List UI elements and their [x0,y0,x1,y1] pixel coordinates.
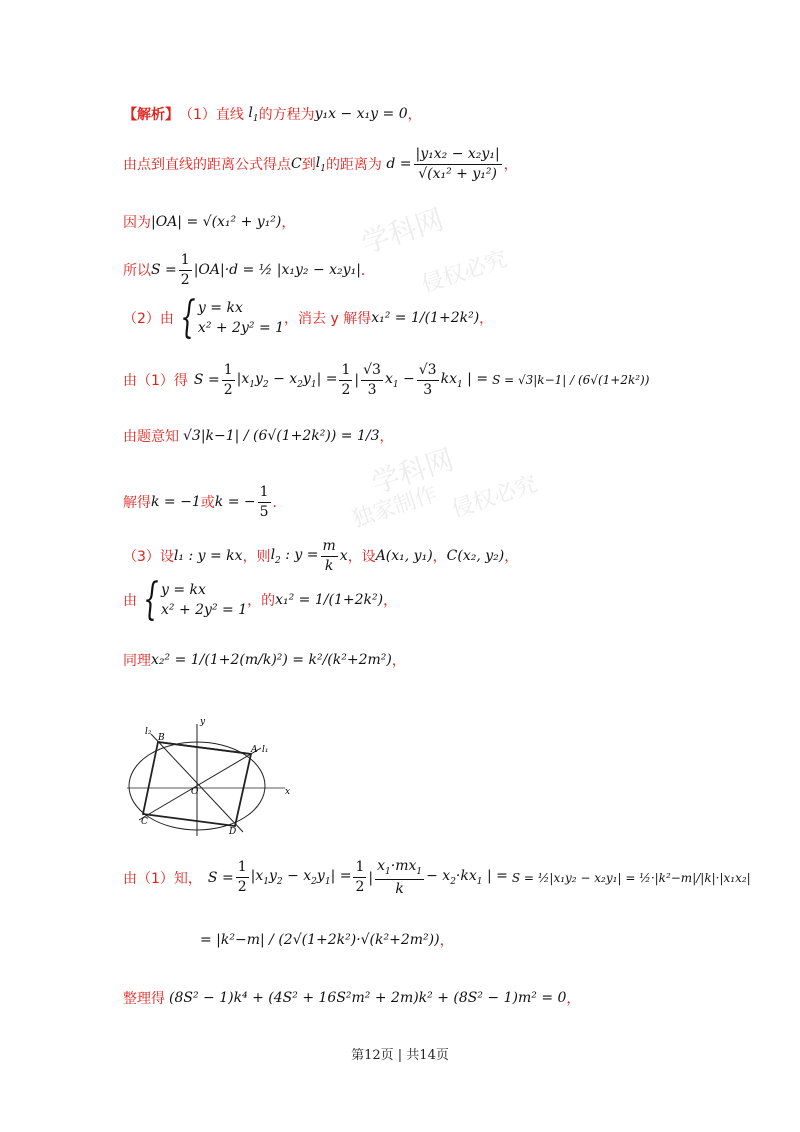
math-equation: y₁x − x₁y = 0 [314,106,408,122]
watermark: 学科网 [357,202,448,261]
text: 所以 [123,263,151,280]
solution-line-7: 由题意知 √3|k−1| / (6√(1+2k²)) = 1/3 ， [123,428,394,445]
math-equation: |OA| = √(x₁² + y₁²) [151,214,282,230]
solution-line-5: （2）由 { y = kx x² + 2y² = 1 ，消去 y 解得 x₁² = 1/(1+2k²) ， [123,292,494,343]
solution-line-1: 【解析】 （1）直线 $l_1$ 的方程为 y₁x − x₁y = 0 ， [123,104,422,124]
distance-fraction: $\frac{\text{|y₁x₂ − x₂y₁|}}{\text{√(x₁² + y₁²)}}$ [415,146,500,182]
text: 由（1）得 [123,373,188,390]
text: ，消去 y 解得 [284,311,372,327]
solution-line-4: 所以 S = $\frac{1}{2}$ |OA|·d = ½ |x₁y₂ − x₂y₁| ． [123,252,375,288]
solution-line-13: = |k²−m| / (2√(1+2k²)·√(k²+2m²)) ， [200,932,454,949]
math-equation: x₁² = 1/(1+2k²) [371,310,480,326]
label-C: C [141,817,148,827]
watermark: 侵权必究 [448,471,541,523]
label-D: D [229,827,237,837]
watermark: 侵权必究 [418,246,511,298]
solution-line-2: 由点到直线的距离公式得点 C 到 $l_1$ 的距离为 d = $\frac{\text{|y₁x₂ − x₂y₁|}}{\text{√(x₁² + y₁²)}}$ ， [123,146,518,182]
label-l2: l₂ [145,727,152,737]
math-equation: = |k²−m| / (2√(1+2k²)·√(k²+2m²)) [200,932,440,948]
part-1-text: （1）直线 [179,107,244,123]
text: 整理得 [123,991,165,1007]
math-equation: S = √3|k−1| / (6√(1+2k²)) [492,373,650,388]
label-B: B [158,733,165,743]
math-equation: (8S² − 1)k⁴ + (4S² + 16S²m² + 2m)k² + (8S² − 1)m² = 0 [169,990,567,1006]
solution-line-8: 解得 k = −1 或 k = − $\frac{1}{5}$ ． [123,484,287,520]
equation-system: { y = kx x² + 2y² = 1 [180,292,285,343]
math-equation: x₁² = 1/(1+2k²) [275,592,384,608]
watermark: 学科网 [367,442,458,501]
math-symbol: C [291,156,302,173]
solution-line-9: （3）设 l₁ : y = kx ，则 $l_2$ : y = $\frac{m}{k}$ x ，设 A(x₁, y₁) ， C(x₂, y₂) ， [123,538,519,574]
solution-line-10: 由 { y = kx x² + 2y² = 1 ，的 x₁² = 1/(1+2k²) ， [123,574,398,625]
solution-line-11: 同理 x₂² = 1/(1+2(m/k)²) = k²/(k²+2m²) ， [123,652,406,669]
text: 由点到直线的距离公式得点 [123,157,291,174]
math-equation: √3|k−1| / (6√(1+2k²)) = 1/3 [183,428,380,444]
math-equation: |OA|·d = ½ |x₁y₂ − x₂y₁| [193,262,361,279]
text: （3）设 [123,549,174,566]
text: 到 [301,157,316,174]
line-l1-symbol: $l_1$ [243,104,259,124]
text: 的距离为 [325,157,382,174]
label-x: x [285,787,291,797]
solution-line-3: 因为 |OA| = √(x₁² + y₁²) ， [123,214,296,231]
label-y: y [200,717,206,727]
text: 的方程为 [258,107,315,123]
line-l1 [139,748,261,820]
solution-line-14: 整理得 (8S² − 1)k⁴ + (4S² + 16S²m² + 2m)k² + (8S² − 1)m² = 0 ， [123,990,581,1007]
watermark: 独家制作 [348,481,441,533]
math-equation: S = ½|x₁y₂ − x₂y₁| = ½·|k²−m|/|k|·|x₁x₂| [511,870,751,885]
equation-system: { y = kx x² + 2y² = 1 [143,574,248,625]
math-equation: x₂² = 1/(1+2(m/k)²) = k²/(k²+2m²) [151,652,392,668]
text: 由题意知 [123,429,179,445]
page-footer: 第12页 | 共14页 [351,1048,449,1063]
solution-line-12: 由（1）知， S = $\frac{1}{2}$ $|x_1y_2 - x_2y_1|$ = $\frac{1}{2}$ | $\frac{x_1\cdot mx_1}{k}$ − $x_2\cdot kx_1$ | = S = ½|x₁y₂ − x₂y₁| = ½·|k²−m|/|k|·|x₁x₂| [123,858,751,897]
label-l1: l₁ [262,745,269,755]
label-O: O [191,787,199,797]
text: 解得 [123,495,151,512]
text: 由（1）知， [123,870,202,887]
analysis-label: 【解析】 [123,107,179,123]
ellipse-quadrilateral-figure [125,712,305,840]
solution-line-6: 由（1）得 S = $\frac{1}{2}$ $|x_1y_2 - x_2y_1|$ = $\frac{1}{2}$ | $\frac{√3}{3}$ $x_1$ − $\frac{√3}{3}$ $kx_1$ | = S = √3|k−1| / (6√(1+2k²)) [123,362,650,398]
label-A: A [251,745,258,755]
text: 因为 [123,215,151,231]
text: （2）由 [123,311,174,327]
line-AB [158,742,251,754]
text: 由 [123,593,137,609]
text: 同理 [123,653,151,669]
